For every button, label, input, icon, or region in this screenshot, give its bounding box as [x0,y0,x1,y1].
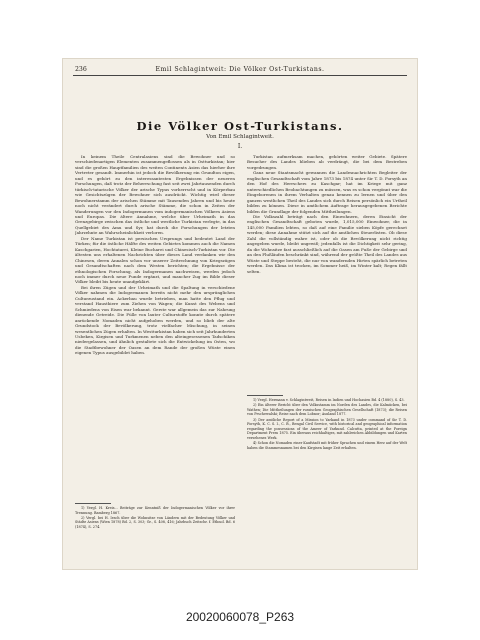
footnote-rule-left [75,503,111,504]
footnote: 2) Vergl. bei H. Iesch über die Wohnsitze von Ländern mit der Bedeutung Völker und Städte Asiens (Wien 1878) Bd. 2, S. 303; Gr., S. 408, 416; Jahrbuch Zeitschr. f. Ethnol. Bd. 6 (1874), S. 274. [75,515,235,529]
footnote: 4) Schon die Nomaden einer Kaufstadt mit früher Sprachen und einem Herz auf der Welt haben die Stammesnamen bei den Kirgisen lange Zeit erhalten. [247,441,407,450]
footnote: 1) Vergl. H. Kreis... Beiträge zur Kenntniß der Indogermanischen Völker vor ihrer Trennung. Bamberg 1867. [75,506,235,515]
image-caption: 20020060078_P263 [185,610,295,624]
article-title: Die Völker Ost-Turkistans. [136,119,344,133]
paragraph: Ganz neue Staatsmacht gewannen die Landesnachrichten Begleiter der englischen Gesandtschaft vom Jahre 1873 bis 1874 unter Sir T. D. Forsyth an den Hof des Herrschers zu Kaschgar; hat im Kriege mit ganz unterschiedlichen Beobachtungen zu müssen, was es schon vergönnt war die Eingeborenen in ihrem Verhalten genau kennen zu lernen und über den ganzen westlichen Theil des Landes sich durch Reisen persönlich ein Urtheil bilden zu können. Diese in amtlichem Auftrage herausgegebenen Berichte bilden die Grundlage der folgenden Mittheilungen. [247,170,407,214]
paragraph: Der Name Turkistan ist persischen Ursprungs und bedeutet Land der Türken; für die östliche Hälfte des weiten Gebietes kommen auch die Namen Kaschgarien, Hochtatarei, Kleine Bucharei und Chinesisch-Turkistan vor. Die ältesten uns erhaltenen Nachrichten über dieses Land verdanken wir den Chinesen, deren Annalen schon vor unserer Zeitrechnung von Kriegszügen und Gesandtschaften nach dem Westen berichten; die Ergebnisse der ethnologischen Forschung, als Indogermanen nachweisen, werden jedoch noch immer durch neue Funde ergänzt, und mancher Zug im Bilde dieser Völker bleibt bis heute unaufgeklärt. [75,235,235,285]
footnotes-left [75,506,235,562]
footnote: 2) Ein älterer Bericht über den Volksstamm im Norden des Landes, die Kalmücken, bei Wathen; Die Mittheilungen der russischen Geographischen Gesellschaft (1873); die Reisen von Prschewalski; Reise nach dem Lobnor; Ausland 1877. [247,403,407,417]
footnote-rule-right [247,395,283,396]
page-number: 236 [75,65,87,73]
body-column-right [247,154,407,390]
paragraph: In keinem Theile Centralasiens sind die Bewohner und so verschiedenartigen Elementen zusammengeflossen als in Ostturkistan; hier sind die großen Hauptfamilien des weiten Continents Asien das hierher ihre Vertreter gesandt. Immerhin ist jedoch die Bevölkerung ein Grundton eigen, und es gehört zu den interessantesten Ergebnissen der neueren Forschungen, daß trotz der Beherrschung fast seit zwei Jahrtausenden durch türkisch-tatarische Völker der arische Typus vorherrscht und in Körperbau wie Gesichtszügen der Bewohner sich ausdrückt. Wichtig wird dieser Bewohnerstamm der arischen Stämme mit Tausenden Jahren und bis heute noch nicht verändert durch arische Stämme, die schon in Zeiten der Wanderungen vor den Indogermanen vom indogermanischen Völkern Asiens und Europas. Die ältere Annahme, welche über Urheimath in das Grenzgebirge zwischen das östliche und westliche Turkistan verlegte, in das Quellgebiet des Amu und Syr, hat durch die Forschungen der letzten Jahrzehnte an Wahrscheinlichkeit verloren. [75,154,235,236]
footnote: 1) Vergl. Hermann v. Schlagintweit, Reisen in Indien und Hochasien Bd. 4 (1880), S. 43. [253,398,405,402]
running-title: Emil Schlagintweit: Die Völker Ost-Turkistans. [155,65,325,73]
running-header [75,63,405,75]
footnotes-right [247,398,407,564]
paragraph: Turkistan aufmerksam machen, gehörten weiter Gebiete. Spätere Besucher des Landes blieben ab verdrängt, die bei dem Bestreben vorgedrungen. [247,154,407,170]
paragraph: Bei ihren Zügen und der Urheimath und die Spaltung in verschiedene Völker nahmen die Indogermanen bereits nicht mehr den ursprünglichen Culturzustand ein. Ackerbau wurde betrieben, man hatte den Pflug und verstand Hausthiere zum Ziehen von Wagen; die Kunst des Webens und Schmiedens von Eisen war bekannt. Gerste war allgemein das zur Nahrung dienende Getreide. Die Fülle von lauter Culturstoffe konnte durch spätere anrückende Nomaden nicht aufgehoben werden, und so blieb der alte Grundstock der Bevölkerung, trotz vielfacher Mischung, in seinen wesentlichen Zügen erhalten. In Westturkistan haben sich seit Jahrhunderten Usbeken, Kirgisen und Turkmenen neben den alteingesessenen Tadschiken niedergelassen, und ähnlich gestaltete sich die Entwickelung im Osten, wo die Stadtbewohner der Oasen an dem Rande der großen Wüste einen eigenen Typus ausgebildet haben. [75,284,235,356]
scanned-page [62,58,418,570]
footnote: 3) Der amtliche Report of a Mission to Yarkand in 1873 under command of Sir T. D. Forsyth, K. C. S. I., C. B., Bengal Civil Service, with historical and geographical information regarding the possessions of the Ameer of Yarkund. Calcutta, printed at the Foreign Department Press 1875. Ein überaus reichhaltiges, mit zahlreichen Abbildungen und Karten versehenes Werk. [247,417,407,440]
paragraph: Die Volkszahl beträgt nach den Einwohnern, deren Einsicht der englischen Gesandtschaft geboten wurde, 1,015,000 Einwohner, die in 145,000 Familien lebten, so daß auf eine Familie sieben Köpfe gerechnet werden; diese Annahme stützt sich auf die amtlichen Steuerlisten. Ob diese Zahl die vollständig wahre ist, oder ob die Bevölkerung nicht richtig angegeben wurde, bleibt ungewiß; jedenfalls ist die Dichtigkeit sehr gering, da die Wohnsitze fast ausschließlich auf die Oasen am Fuße der Gebirge und an den Flußläufen beschränkt sind, während der größte Theil des Landes aus Wüste und Steppe besteht, die nur von wandernden Hirten spärlich betreten werden. Das Klima ist trocken, im Sommer heiß, im Winter kalt; Regen fällt selten. [247,213,407,274]
section-number: I. [237,143,243,150]
header-rule [73,75,407,76]
body-column-left [75,154,235,498]
article-byline: Von Emil Schlagintweit. [206,134,274,140]
